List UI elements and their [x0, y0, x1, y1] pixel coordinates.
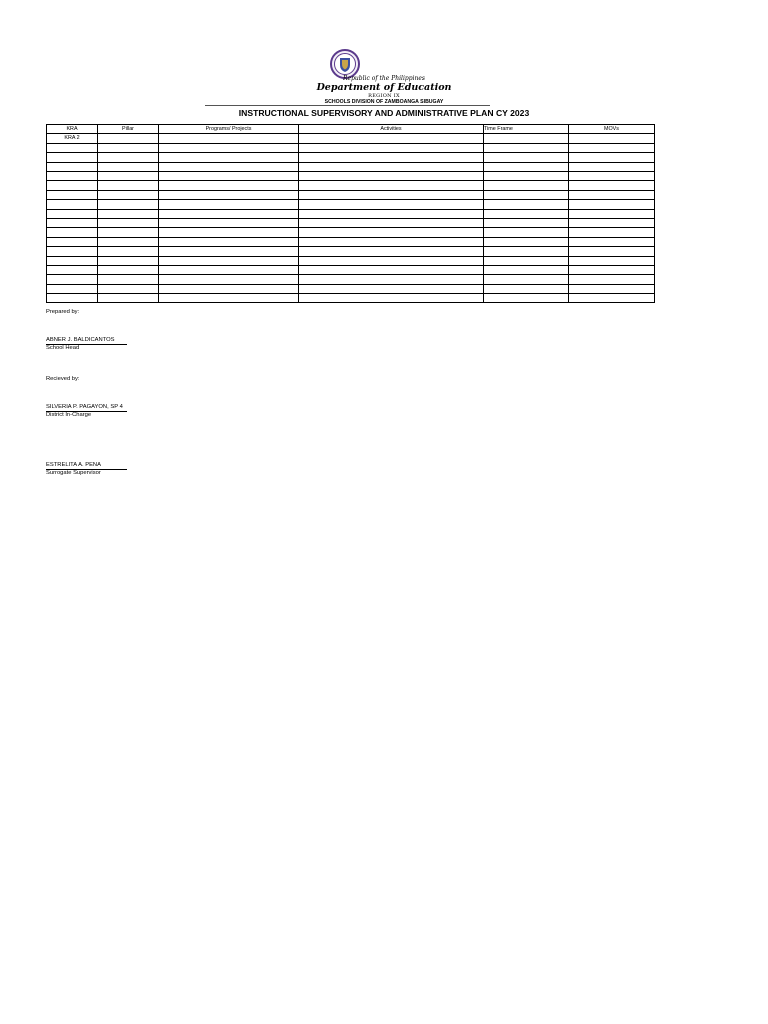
table-cell	[569, 265, 655, 274]
table-cell	[569, 200, 655, 209]
table-cell	[98, 275, 159, 284]
table-cell	[299, 237, 484, 246]
table-cell	[569, 171, 655, 180]
table-cell	[484, 228, 569, 237]
table-cell	[159, 171, 299, 180]
table-cell	[484, 265, 569, 274]
table-cell	[484, 237, 569, 246]
table-cell	[98, 153, 159, 162]
table-cell	[299, 218, 484, 227]
received-signatory	[46, 404, 127, 419]
table-row	[47, 181, 655, 190]
table-cell	[484, 143, 569, 152]
table-row	[47, 171, 655, 180]
table-cell	[159, 256, 299, 265]
table-cell	[159, 190, 299, 199]
table-cell	[484, 256, 569, 265]
table-cell	[98, 209, 159, 218]
table-cell	[47, 265, 98, 274]
table-cell	[98, 247, 159, 256]
table-cell: KRA 2	[47, 134, 98, 143]
table-cell	[299, 294, 484, 303]
table-cell	[569, 294, 655, 303]
table-row	[47, 256, 655, 265]
table-cell	[299, 162, 484, 171]
table-cell	[159, 275, 299, 284]
table-cell	[47, 294, 98, 303]
table-cell	[47, 181, 98, 190]
table-cell	[299, 256, 484, 265]
table-cell	[98, 171, 159, 180]
table-cell	[484, 275, 569, 284]
table-cell	[569, 181, 655, 190]
table-row	[47, 265, 655, 274]
table-row	[47, 190, 655, 199]
table-cell	[47, 275, 98, 284]
table-cell	[569, 209, 655, 218]
table-cell	[299, 134, 484, 143]
table-row	[47, 200, 655, 209]
table-cell	[98, 265, 159, 274]
header-pillar: Pillar	[98, 125, 159, 134]
table-cell	[159, 162, 299, 171]
table-cell	[47, 162, 98, 171]
table-cell	[569, 237, 655, 246]
table-cell	[159, 134, 299, 143]
table-cell	[98, 162, 159, 171]
department-name: Department of Education	[316, 82, 452, 93]
table-cell	[98, 294, 159, 303]
received-name: SILVERIA P. PAGAYON, SP 4	[46, 404, 127, 412]
prepared-signatory	[46, 337, 127, 352]
table-row	[47, 275, 655, 284]
header-time-frame: Time Frame	[484, 125, 569, 134]
plan-table	[46, 124, 655, 303]
received-label: Recieved by:	[46, 376, 80, 382]
table-cell	[569, 228, 655, 237]
table-cell	[98, 218, 159, 227]
table-cell	[484, 209, 569, 218]
table-cell	[299, 190, 484, 199]
table-cell	[299, 153, 484, 162]
table-cell	[47, 209, 98, 218]
table-cell	[159, 228, 299, 237]
table-cell	[159, 200, 299, 209]
table-cell	[47, 284, 98, 293]
table-cell	[159, 294, 299, 303]
prepared-label: Prepared by:	[46, 309, 80, 315]
table-cell	[47, 228, 98, 237]
table-cell	[159, 209, 299, 218]
plan-title: INSTRUCTIONAL SUPERVISORY AND ADMINISTRATIVE PLAN CY 2023	[238, 108, 530, 118]
republic-line: Republic of the Philippines	[343, 75, 425, 82]
table-row	[47, 134, 655, 143]
table-cell	[98, 256, 159, 265]
table-cell	[159, 218, 299, 227]
table-cell	[569, 218, 655, 227]
table-row	[47, 237, 655, 246]
table-cell	[484, 247, 569, 256]
prepared-position: School Head	[46, 345, 80, 351]
table-cell	[299, 265, 484, 274]
table-cell	[98, 134, 159, 143]
table-cell	[47, 190, 98, 199]
table-cell	[98, 190, 159, 199]
table-row	[47, 247, 655, 256]
table-row	[47, 143, 655, 152]
table-cell	[47, 256, 98, 265]
table-cell	[299, 200, 484, 209]
table-row	[47, 218, 655, 227]
table-cell	[299, 171, 484, 180]
table-row	[47, 209, 655, 218]
table-cell	[569, 153, 655, 162]
table-cell	[569, 190, 655, 199]
table-cell	[484, 153, 569, 162]
table-row	[47, 294, 655, 303]
table-cell	[569, 134, 655, 143]
table-cell	[484, 162, 569, 171]
table-cell	[159, 265, 299, 274]
table-cell	[484, 134, 569, 143]
table-cell	[47, 143, 98, 152]
table-cell	[159, 237, 299, 246]
surrogate-signatory	[46, 462, 127, 477]
received-position: District In-Charge	[46, 412, 92, 418]
table-cell	[569, 284, 655, 293]
table-cell	[299, 143, 484, 152]
table-cell	[569, 256, 655, 265]
header-movs: MOVs	[569, 125, 655, 134]
table-cell	[484, 200, 569, 209]
table-cell	[159, 153, 299, 162]
table-cell	[484, 190, 569, 199]
table-cell	[159, 247, 299, 256]
table-cell	[484, 218, 569, 227]
table-cell	[299, 247, 484, 256]
surrogate-position: Surrogate Supervisor	[46, 470, 101, 476]
table-cell	[484, 181, 569, 190]
table-cell	[484, 294, 569, 303]
table-cell	[159, 284, 299, 293]
table-cell	[47, 153, 98, 162]
header-programs: Programs/ Projects	[159, 125, 299, 134]
table-cell	[98, 143, 159, 152]
table-cell	[98, 200, 159, 209]
table-cell	[299, 228, 484, 237]
table-cell	[299, 284, 484, 293]
table-cell	[484, 284, 569, 293]
table-cell	[484, 171, 569, 180]
division-line: SCHOOLS DIVISION OF ZAMBOANGA SIBUGAY	[324, 98, 444, 105]
table-cell	[98, 228, 159, 237]
table-cell	[47, 237, 98, 246]
header-kra: KRA	[47, 125, 98, 134]
table-cell	[98, 181, 159, 190]
table-row	[47, 228, 655, 237]
letterhead-divider	[205, 105, 490, 106]
table-cell	[569, 275, 655, 284]
surrogate-name: ESTRELITA A. PENA	[46, 462, 127, 470]
table-cell	[47, 200, 98, 209]
table-cell	[98, 284, 159, 293]
table-cell	[569, 247, 655, 256]
table-row	[47, 284, 655, 293]
table-cell	[98, 237, 159, 246]
table-row	[47, 162, 655, 171]
table-cell	[47, 171, 98, 180]
table-cell	[47, 218, 98, 227]
region-line: REGION IX	[368, 93, 400, 99]
table-cell	[47, 247, 98, 256]
table-cell	[569, 143, 655, 152]
table-cell	[299, 209, 484, 218]
table-cell	[569, 162, 655, 171]
table-cell	[299, 181, 484, 190]
prepared-name: ABNER J. BALDICANTOS	[46, 337, 127, 345]
table-header-row	[47, 125, 655, 134]
table-cell	[159, 181, 299, 190]
table-row	[47, 153, 655, 162]
table-cell	[159, 143, 299, 152]
header-activities: Activities	[299, 125, 484, 134]
table-cell	[299, 275, 484, 284]
